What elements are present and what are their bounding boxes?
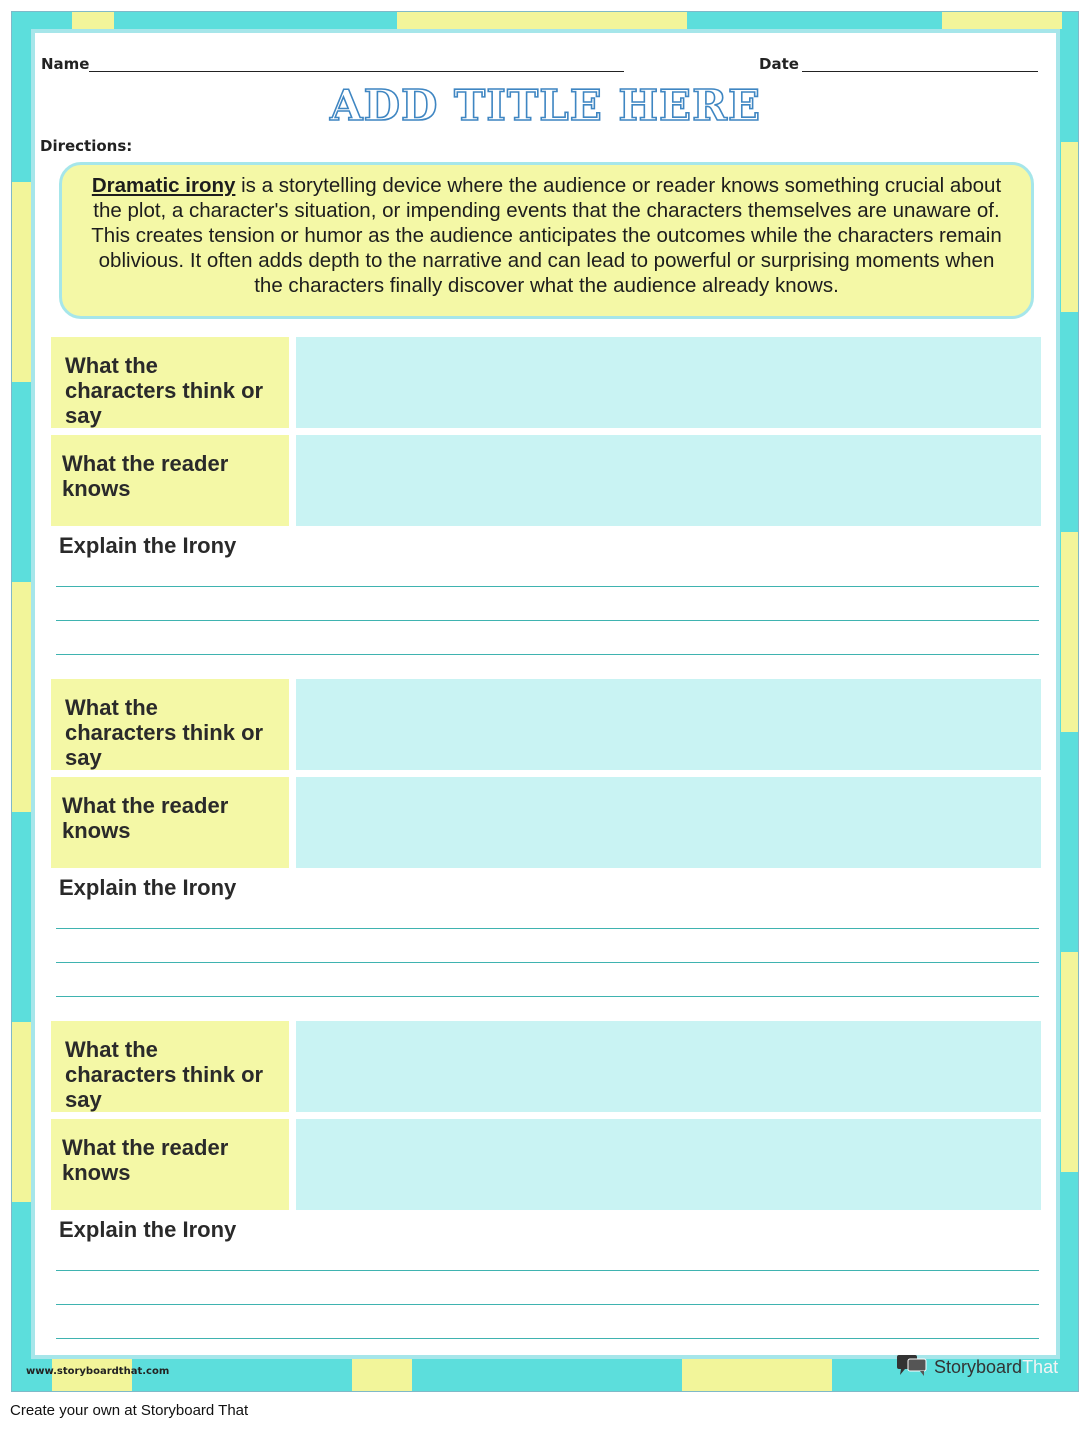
writing-line[interactable] [56,1338,1039,1339]
frame-stripe [1061,952,1079,1172]
characters-label-box [51,1021,289,1112]
reader-label: What the reader knows [62,1135,229,1185]
frame-stripe [72,12,114,29]
explain-label: Explain the Irony [59,875,237,900]
storyboardthat-logo[interactable] [896,1354,1058,1380]
page-frame [11,11,1079,1392]
writing-line[interactable] [56,928,1039,929]
page-title: ADD TITLE HERE [330,81,761,130]
definition-text: is a storytelling device where the audience or reader knows something crucial about the plot, a character's situation, or impending events that the characters themselves are unaware of. This creates tension or humor as the audience anticipates the outcomes while the characters remain oblivious. It often adds depth to the narrative and can lead to powerful or surprising moments when the characters finally discover what the audience already knows. [91,174,1002,297]
logo-main: Storyboard [934,1356,1023,1377]
definition-box [59,162,1034,319]
characters-label: What the characters think or say [65,353,264,428]
reader-answer-box[interactable] [296,435,1041,526]
reader-label: What the reader knows [62,793,229,843]
writing-line[interactable] [56,1270,1039,1271]
date-field[interactable] [802,71,1038,72]
frame-stripe [1061,142,1079,312]
reader-label-box [51,777,289,868]
reader-label-box [51,435,289,526]
date-label: Date [759,55,799,73]
credit-text[interactable]: Create your own at Storyboard That [10,1402,249,1419]
reader-answer-box[interactable] [296,1119,1041,1210]
frame-stripe [1061,532,1079,732]
writing-line[interactable] [56,620,1039,621]
characters-label-box [51,337,289,428]
name-label: Name [41,55,90,73]
definition-term: Dramatic irony [91,174,236,197]
frame-stripe [12,1022,31,1202]
reader-label: What the reader knows [62,451,229,501]
frame-stripe [12,582,31,812]
writing-line[interactable] [56,1304,1039,1305]
writing-line[interactable] [56,586,1039,587]
writing-line[interactable] [56,654,1039,655]
characters-answer-box[interactable] [296,679,1041,770]
reader-label-box [51,1119,289,1210]
name-field[interactable] [89,71,624,72]
footer-url[interactable]: www.storyboardthat.com [26,1366,170,1377]
explain-label: Explain the Irony [59,533,237,558]
frame-stripe [942,12,1062,29]
frame-stripe [352,1359,412,1392]
characters-label: What the characters think or say [65,695,264,770]
logo-text [934,1357,1058,1378]
characters-label: What the characters think or say [65,1037,264,1112]
frame-stripe [12,182,31,382]
characters-answer-box[interactable] [296,337,1041,428]
frame-stripe [397,12,687,29]
writing-line[interactable] [56,962,1039,963]
frame-stripe [682,1359,832,1392]
characters-label-box [51,679,289,770]
reader-answer-box[interactable] [296,777,1041,868]
speech-bubbles-icon [896,1353,928,1381]
logo-accent: That [1022,1356,1059,1377]
worksheet-sheet [31,29,1060,1359]
explain-label: Explain the Irony [59,1217,237,1242]
writing-line[interactable] [56,996,1039,997]
characters-answer-box[interactable] [296,1021,1041,1112]
directions-label: Directions: [40,137,133,155]
